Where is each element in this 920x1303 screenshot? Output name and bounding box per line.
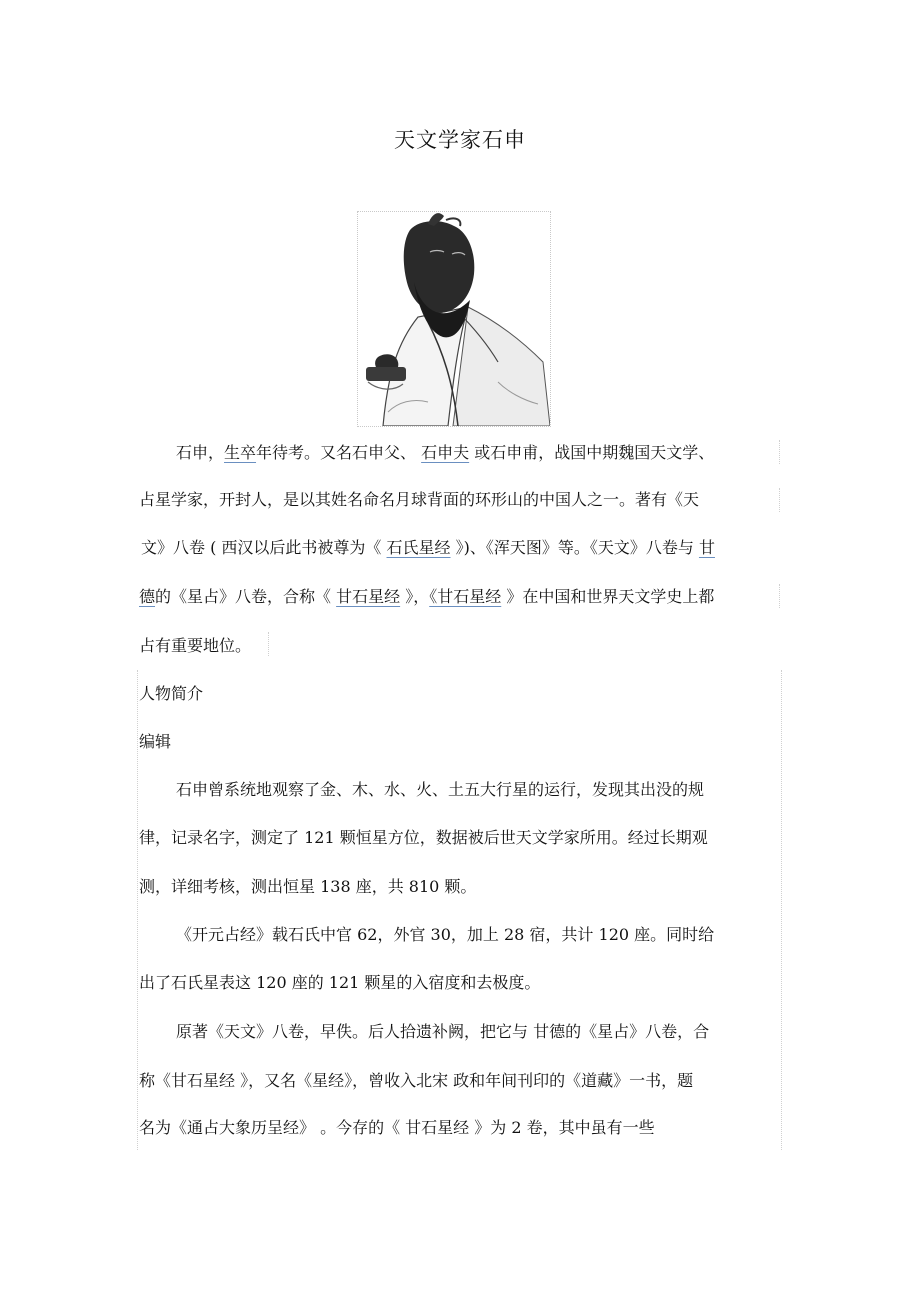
para-2-line-1: 《开元占经》载石氏中官 62，外官 30，加上 28 宿，共计 120 座。同时给 [176,925,715,944]
link-ganshi-xingjing[interactable]: 甘石星经 [336,587,401,606]
para-3-line-2: 称《甘石星经 》，又名《星经》，曾收入北宋 政和年间刊印的《道藏》一书，题 [139,1071,694,1090]
para-1-line-3: 测，详细考核，测出恒星 138 座，共 810 颗。 [139,877,477,896]
portrait-drawing [358,212,550,426]
intro-line-2: 占星学家，开封人，是以其姓名命名月球背面的环形山的中国人之一。著有《天 [139,490,700,509]
page-title: 天文学家石申 [394,128,526,152]
guide [779,488,780,512]
portrait-image [357,211,551,427]
intro-line-3 [141,538,715,558]
guide [781,670,782,1150]
para-2-line-2: 出了石氏星表这 120 座的 121 颗星的入宿度和去极度。 [139,973,541,992]
link-shengzu[interactable]: 生卒 [224,443,257,462]
intro-text: 》， [400,587,430,606]
para-1-line-1: 石申曾系统地观察了金、木、水、火、土五大行星的运行，发现其出没的规 [176,780,705,799]
guide [779,440,780,464]
intro-line-1 [176,443,714,463]
intro-text: 年待考。又名石申父、 [256,443,422,462]
intro-text: 或石申甫，战国中期魏国天文学、 [469,443,715,462]
para-3-line-3: 名为《通占大象历呈经》 。今存的《 甘石星经 》为 2 卷，其中虽有一些 [139,1118,655,1137]
link-gande[interactable]: 德 [139,587,156,606]
intro-text: 的《星占》八卷，合称《 [155,587,337,606]
link-shishi-xingjing[interactable]: 石氏星经 [386,538,451,557]
para-1-line-2: 律，记录名字，测定了 121 颗恒星方位，数据被后世天文学家所用。经过长期观 [139,828,708,847]
section-heading: 人物简介 [139,684,204,703]
intro-text: 》在中国和世界天文学史上都 [501,587,715,606]
link-gande[interactable]: 甘 [698,538,715,557]
intro-line-4 [139,587,714,607]
intro-text: 文》八卷 ( 西汉以后此书被尊为《 [141,538,387,557]
intro-text: 》)、《浑天图》等。《天文》八卷与 [450,538,699,557]
edit-link[interactable]: 编辑 [139,732,172,751]
link-shishenfu[interactable]: 石申夫 [421,443,470,462]
link-ganshi-xingjing[interactable]: 《甘石星经 [429,587,502,606]
guide [268,632,269,656]
guide [779,584,780,608]
intro-text: 石申， [176,443,225,462]
guide [137,670,138,1150]
para-3-line-1: 原著《天文》八卷，早佚。后人拾遗补阙，把它与 甘德的《星占》八卷，合 [176,1022,710,1041]
intro-line-5: 占有重要地位。 [139,636,252,655]
